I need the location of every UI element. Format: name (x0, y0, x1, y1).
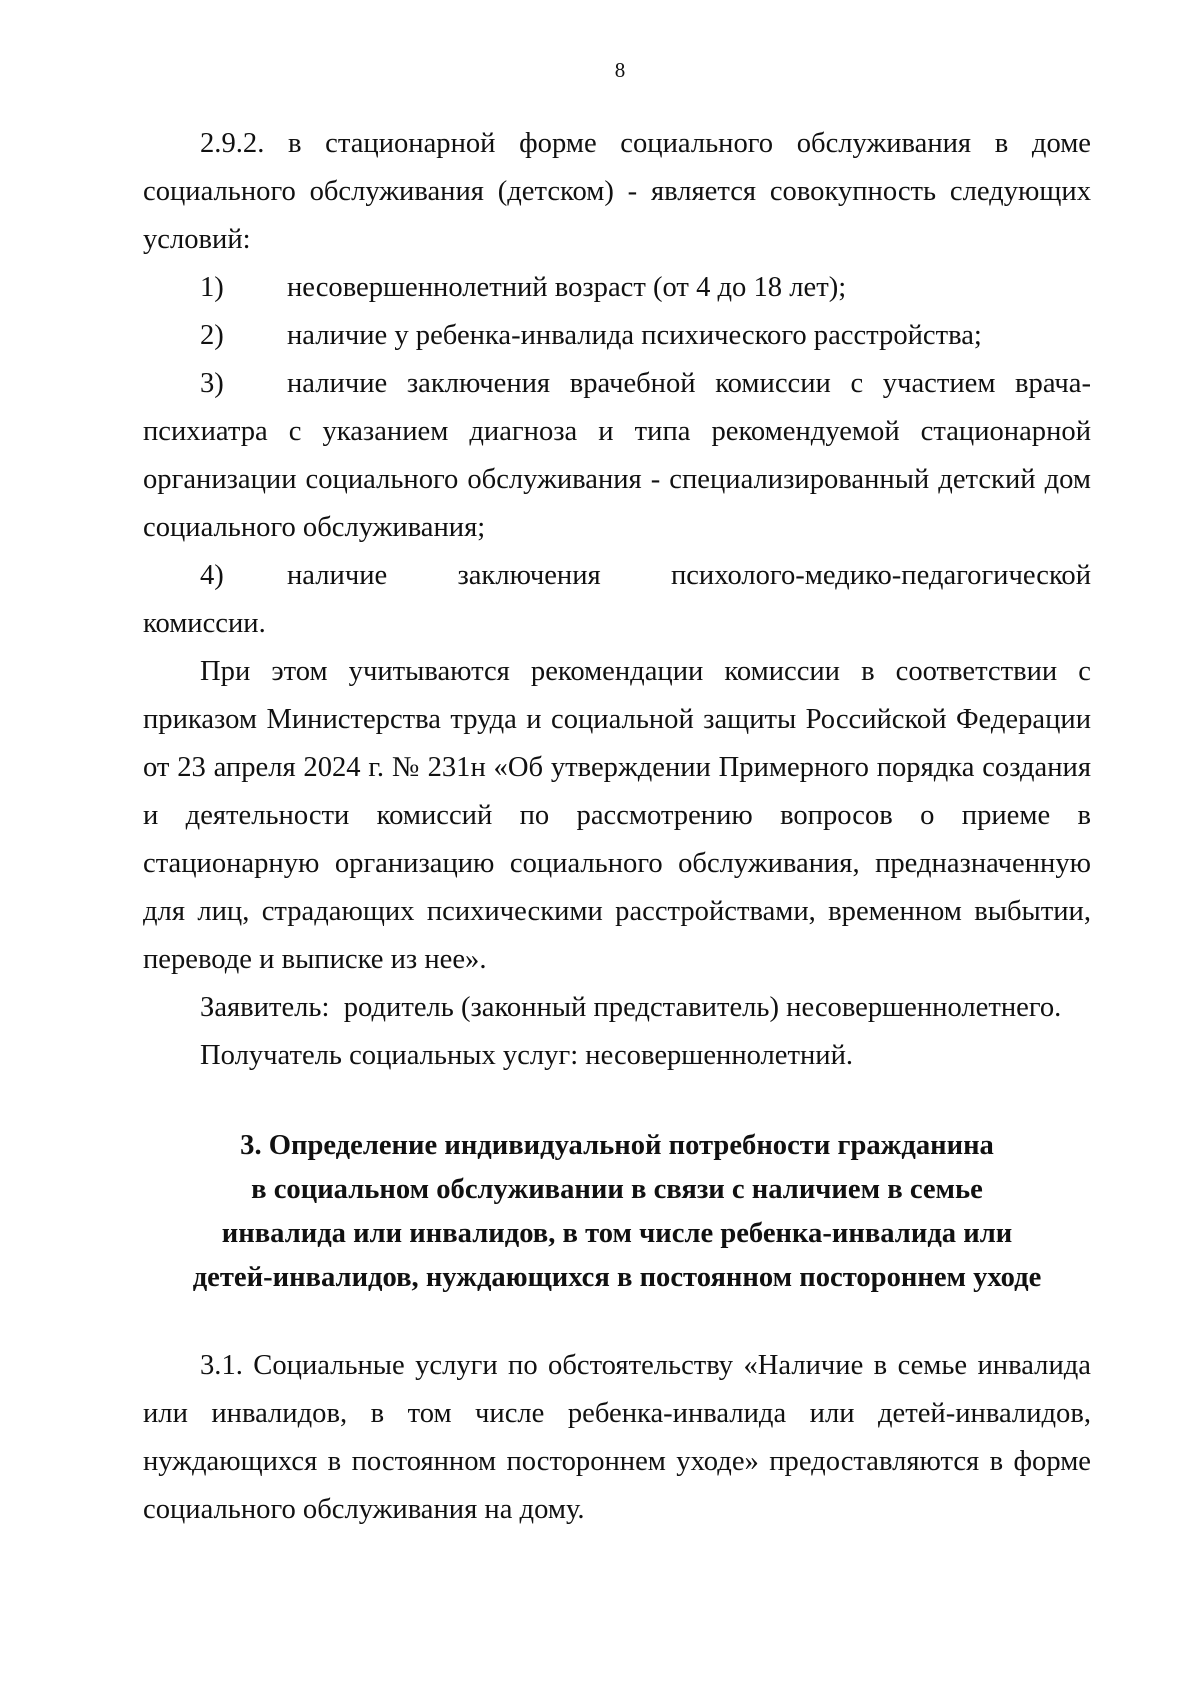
heading-line: детей-инвалидов, нуждающихся в постоянном постороннем уходе (192, 1262, 1042, 1293)
list-item-1 (143, 264, 1091, 312)
list-item-text: несовершеннолетний возраст (от 4 до 18 лет); (287, 272, 847, 303)
paragraph-applicant: Заявитель: родитель (законный представитель) несовершеннолетнего. (200, 992, 1062, 1023)
list-item-3 (143, 360, 1091, 552)
list-item-text: наличие заключения врачебной комиссии с участием врача-психиатра с указанием диагноза и типа рекомендуемой стационарной организации социального обслуживания - специализированный детский дом социального обслуживания; (143, 368, 1091, 543)
heading-line: 3. Определение индивидуальной потребности гражданина (240, 1130, 994, 1161)
paragraph-commission-note: При этом учитываются рекомендации комиссии в соответствии с приказом Министерства труда и социальной защиты Российской Федерации от 23 апреля 2024 г. № 231н «Об утверждении Примерного порядка создания и деятельности комиссий по рассмотрению вопросов о приеме в стационарную организацию социального обслуживания, предназначенную для лиц, страдающих психическими расстройствами, временном выбытии, переводе и выписке из нее». (143, 656, 1091, 975)
page-number: 8 (614, 58, 626, 82)
heading-line: в социальном обслуживании в связи с наличием в семье (251, 1174, 983, 1205)
list-item-number: 2) (200, 320, 224, 351)
document-body (143, 120, 1091, 1534)
list-item-2 (143, 312, 1091, 360)
section-3-heading (143, 1124, 1091, 1300)
heading-line: инвалида или инвалидов, в том числе ребенка-инвалида или (221, 1218, 1013, 1249)
list-item-number: 4) (200, 560, 224, 591)
list-item-4 (143, 552, 1091, 648)
paragraph-2-9-2-intro: 2.9.2. в стационарной форме социального обслуживания в доме социального обслуживания (детском) - является совокупность следующих условий: (143, 128, 1091, 255)
list-item-number: 3) (200, 368, 224, 399)
list-item-number: 1) (200, 272, 224, 303)
paragraph-recipient: Получатель социальных услуг: несовершеннолетний. (200, 1040, 854, 1071)
list-item-text: наличие заключения психолого-медико-педагогической комиссии. (143, 560, 1091, 639)
list-item-text: наличие у ребенка-инвалида психического расстройства; (287, 320, 982, 351)
paragraph-3-1: 3.1. Социальные услуги по обстоятельству «Наличие в семье инвалида или инвалидов, в том числе ребенка-инвалида или детей-инвалидов, нуждающихся в постоянном постороннем уходе» предоставляются в форме социального обслуживания на дому. (143, 1350, 1091, 1525)
